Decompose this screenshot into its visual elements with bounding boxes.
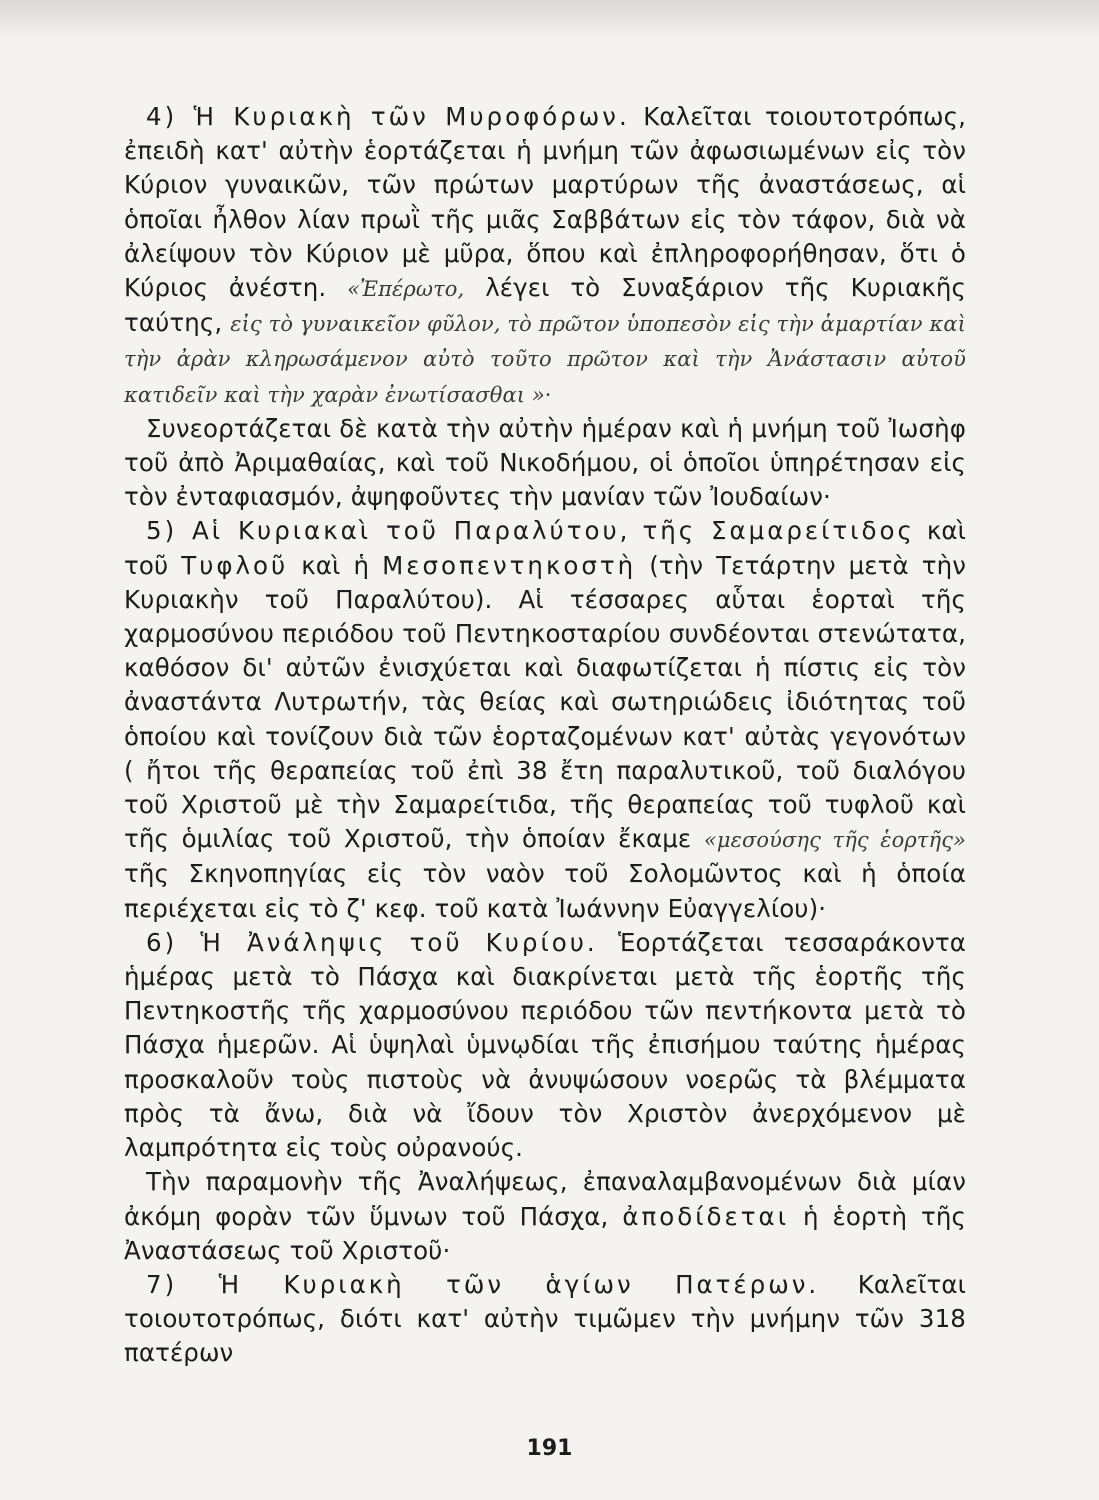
section-5-heading-d: Μεσοπεντηκοστὴ <box>382 550 637 580</box>
section-5-quote: «μεσούσης τῆς ἑορτῆς» <box>703 828 966 853</box>
section-5-heading-b: τῆς Σαμαρείτιδος <box>642 516 915 546</box>
section-4-body: Καλεῖται τοιουτοτρόπως, ἐπειδὴ κατ' αὐτὴν ἑορτάζεται ἡ μνήμη τῶν ἀφωσιωμένων εἰς τὸν Κύριον γυναικῶν, τῶν πρώτων μαρτύρων τῆς ἀναστάσεως, αἱ ὁποῖαι ἦλθον λίαν πρωῒ τῆς μιᾶς Σαββάτων εἰς τὸν τάφον, διὰ νὰ ἀλείψουν τὸν Κύριον μὲ μῦρα, ὅπου καὶ ἐπληροφορήθησαν, ὅτι ὁ Κύριος ἀνέστη. <box>124 102 967 303</box>
section-4-heading: 4) Ἡ Κυριακὴ τῶν Μυροφόρων. <box>146 102 630 131</box>
section-6-para2-spaced: ἀποδίδεται <box>622 1201 789 1231</box>
section-7-heading: 7) Ἡ Κυριακὴ τῶν ἁγίων Πατέρων. <box>146 1269 820 1299</box>
section-6-paragraph-2 <box>124 1165 966 1268</box>
section-5-body: (τὴν Τετάρτην μετὰ τὴν Κυριακὴν τοῦ Παραλύτου). Αἱ τέσσαρες αὗται ἑορταὶ τῆς χαρμοσύνου περιόδου τοῦ Πεντηκοσταρίου συνδέονται στενώτατα, καθόσον δι' αὐτῶν ἐνισχύεται καὶ διαφωτίζεται ἡ πίστις εἰς τὸν ἀναστάντα Λυτρωτήν, τὰς θείας καὶ σωτηριώδεις ἰδιότητας τοῦ ὁποίου καὶ τονίζουν διὰ τῶν ἑορταζομένων κατ' αὐτὰς γεγονότων ( ἤτοι τῆς θεραπείας τοῦ ἐπὶ 38 ἔτη παραλυτικοῦ, τοῦ διαλόγου τοῦ Χριστοῦ μὲ τὴν Σαμαρείτιδα, τῆς θεραπείας τοῦ τυφλοῦ καὶ τῆς ὁμιλίας τοῦ Χριστοῦ, τὴν ὁποίαν ἔκαμε <box>124 550 967 854</box>
section-6-heading: 6) Ἡ Ἀνάληψις τοῦ Κυρίου. <box>146 927 598 957</box>
section-5-paragraph <box>124 514 966 925</box>
page-number: 191 <box>526 1436 573 1461</box>
section-4-paragraph <box>124 100 966 412</box>
section-6-body: Ἑορτάζεται τεσσαράκοντα ἡμέρας μετὰ τὸ Πάσχα καὶ διακρίνεται μετὰ τῆς ἑορτῆς τῆς Πεντηκοστῆς τῆς χαρμοσύνου περιόδου τῶν πεντήκοντα μετὰ τὸ Πάσχα ἡμερῶν. Αἱ ὑψηλαὶ ὑμνῳδίαι τῆς ἐπισήμου ταύτης ἡμέρας προσκαλοῦν τοὺς πιστοὺς νὰ ἀνυψώσουν νοερῶς τὰ βλέμματα πρὸς τὰ ἄνω, διὰ νὰ ἴδουν τὸν Χριστὸν ἀνερχόμενον μὲ λαμπρότητα εἰς τοὺς οὐρανούς. <box>124 927 967 1163</box>
page-body <box>124 100 966 1371</box>
section-4-quote-text: εἰς τὸ γυναικεῖον φῦλον, τὸ πρῶτον ὑποπεσὸν εἰς τὴν ἁμαρτίαν καὶ τὴν ἀρὰν κληρωσάμενον αὐτὸ τοῦτο πρῶτον καὶ τὴν Ἀνάστασιν αὐτοῦ κατιδεῖν καὶ τὴν χαρὰν ἐνωτίσασθαι »· <box>124 312 966 407</box>
section-4-quote-open: «Ἐπέρωτο, <box>347 277 465 302</box>
section-4-paragraph-2: Συνεορτάζεται δὲ κατὰ τὴν αὐτὴν ἡμέραν καὶ ἡ μνήμη τοῦ Ἰωσὴφ τοῦ ἀπὸ Ἀριμαθαίας, καὶ τοῦ Νικοδήμου, οἱ ὁποῖοι ὑπηρέτησαν εἰς τὸν ἐνταφιασμόν, ἀψηφοῦντες τὴν μανίαν τῶν Ἰουδαίων· <box>124 413 966 512</box>
section-6-para2-end: ἡ ἑορτὴ τῆς Ἀναστάσεως τοῦ Χριστοῦ· <box>124 1201 967 1265</box>
section-5-heading-a: 5) Αἱ Κυριακαὶ τοῦ Παραλύτου, <box>146 516 631 546</box>
section-7-paragraph <box>124 1268 966 1371</box>
section-5-kai-2: καὶ ἡ <box>301 550 370 580</box>
section-7-body: Καλεῖται τοιουτοτρόπως, διότι κατ' αὐτὴν τιμῶμεν τὴν μνήμην τῶν 318 πατέρων <box>124 1269 966 1368</box>
section-5-body-end: τῆς Σκηνοπηγίας εἰς τὸν ναὸν τοῦ Σολομῶντος καὶ ἡ ὁποία περιέχεται εἰς τὸ ζ' κεφ. τοῦ κατὰ Ἰωάννην Εὐαγγελίου)· <box>124 859 966 923</box>
section-6-paragraph <box>124 926 966 1165</box>
section-5-kai-1: καὶ τοῦ <box>124 516 967 580</box>
section-5-heading-c: Τυφλοῦ <box>181 550 289 580</box>
scan-top-shadow <box>0 0 1099 40</box>
section-4-quote-mid: λέγει τὸ Συναξάριον τῆς Κυριακῆς ταύτης, <box>124 273 967 338</box>
section-6-para2-start: Τὴν παραμονὴν τῆς Ἀναλήψεως, ἐπαναλαμβανομένων διὰ μίαν ἀκόμη φορὰν τῶν ὕμνων τοῦ Πάσχα, <box>124 1167 966 1231</box>
